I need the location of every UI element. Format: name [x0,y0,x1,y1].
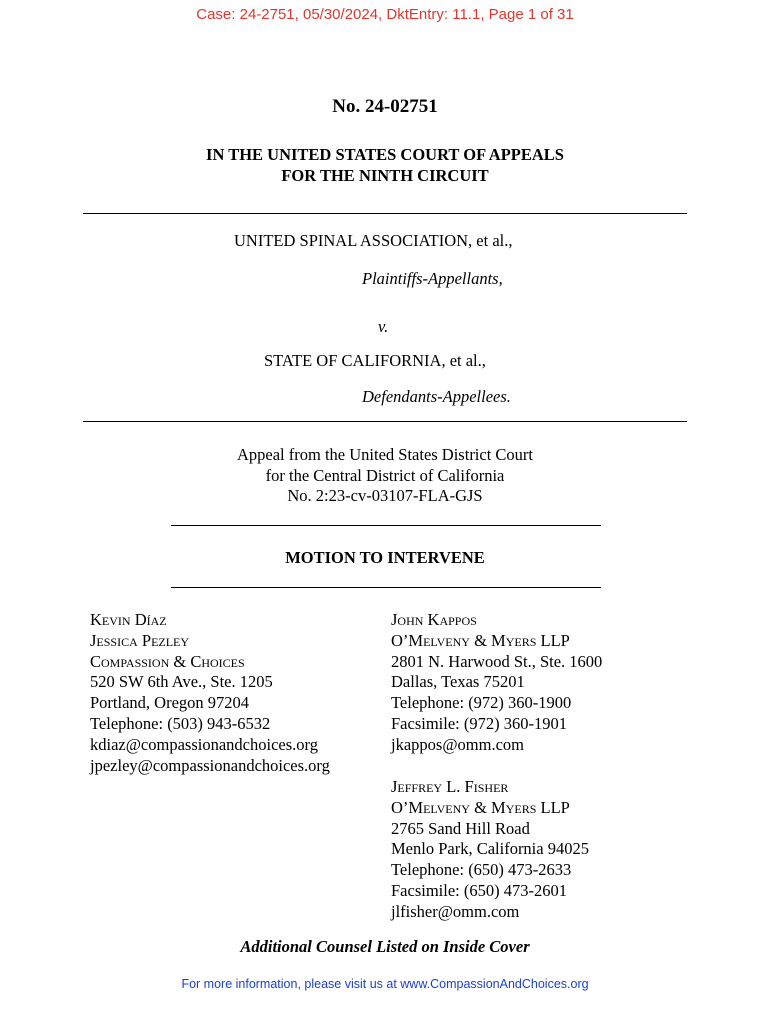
telephone: Telephone: (503) 943-6532 [90,713,271,733]
title-top-rule [171,525,601,526]
email: jpezley@compassionandchoices.org [90,755,330,775]
attorney-name: Jessica Pezley [90,630,190,650]
attorney-name: John Kappos [391,610,477,629]
facsimile: Facsimile: (972) 360-1901 [391,713,567,733]
appeal-line-2: for the Central District of California [265,465,505,485]
plaintiffs-name: UNITED SPINAL ASSOCIATION, et al., [234,231,513,250]
versus: v. [378,317,389,336]
document-title: MOTION TO INTERVENE [285,548,485,567]
court-line-1: IN THE UNITED STATES COURT OF APPEALS [206,145,564,164]
plaintiffs-role: Plaintiffs-Appellants, [362,269,503,288]
firm-name: Compassion & Choices [90,651,245,671]
address-line: 2801 N. Harwood St., Ste. 1600 [391,651,603,671]
court-name [0,144,770,186]
address-line: 2765 Sand Hill Road [391,818,530,838]
caption-top-rule [83,213,687,214]
address-line: Portland, Oregon 97204 [90,693,250,713]
title-bottom-rule [171,587,601,588]
email: kdiaz@compassionandchoices.org [90,734,318,754]
counsel-block-left [90,610,330,776]
address-line: 520 SW 6th Ave., Ste. 1205 [90,672,273,692]
email: jkappos@omm.com [391,734,524,754]
firm-name: O’Melveny & Myers LLP [391,630,570,650]
defendants-role: Defendants-Appellees. [362,387,511,406]
counsel-block-right-1 [391,610,602,756]
defendants-name: STATE OF CALIFORNIA, et al., [264,351,486,370]
firm-name: O’Melveny & Myers LLP [391,797,570,817]
case-number: No. 24-02751 [332,96,438,117]
attorney-name: Jeffrey L. Fisher [391,777,509,796]
additional-counsel-note: Additional Counsel Listed on Inside Cover [240,937,530,956]
facsimile: Facsimile: (650) 473-2601 [391,880,567,900]
appeal-info [0,445,770,507]
telephone: Telephone: (972) 360-1900 [391,693,572,713]
counsel-block-right-2 [391,777,589,923]
caption-bottom-rule [83,421,687,422]
telephone: Telephone: (650) 473-2633 [391,860,572,880]
appeal-line-3: No. 2:23-cv-03107-FLA-GJS [287,486,483,505]
docket-stamp: Case: 24-2751, 05/30/2024, DktEntry: 11.1, Page 1 of 31 [196,6,574,23]
attorney-name: Kevin Díaz [90,610,167,629]
email: jlfisher@omm.com [391,901,520,921]
address-line: Dallas, Texas 75201 [391,672,525,692]
court-line-2: FOR THE NINTH CIRCUIT [281,166,489,185]
footer-link[interactable]: For more information, please visit us at www.CompassionAndChoices.org [181,977,589,991]
address-line: Menlo Park, California 94025 [391,839,589,859]
appeal-line-1: Appeal from the United States District Court [236,445,534,464]
